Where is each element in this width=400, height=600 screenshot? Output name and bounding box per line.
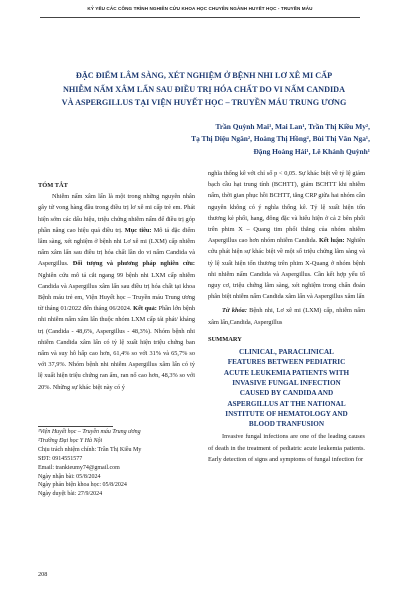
header-rule bbox=[40, 17, 360, 18]
left-column bbox=[38, 180, 195, 393]
english-title bbox=[208, 347, 365, 429]
english-title-line: ASPERGILLUS AT THE NATIONAL bbox=[227, 399, 346, 408]
english-title-line: INSTITUTE OF HEMATOLOGY AND bbox=[225, 409, 348, 418]
results-continued: nghĩa thống kê với chỉ số p < 0,05. Sự khác biệt về tỷ lệ giảm bạch cầu hạt trung tính (BCHTT), giảm BCHTT khi nhiễm nấm, thời gian phục hồi BCHTT, tăng CRP giữa hai nhóm cần nguyên không có ý nghĩa thống kê. Tỷ lệ xuất hiện tổn thương kẻ phổi, hang, đông đặc và hiểu hiện ở cả 2 bên phổi trên phim X – Quang tim phổi thẳng của nhóm nhiễm Aspergillus cao hơn nhóm nhiễm Candida. bbox=[208, 170, 365, 245]
conclusion-label: Kết luận: bbox=[318, 237, 345, 245]
affiliation-1: ¹Viện Huyết học – Truyền máu Trung ương bbox=[38, 429, 141, 435]
author-line: Trần Quỳnh Mai¹, Mai Lan¹, Trần Thị Kiều My², bbox=[215, 122, 370, 131]
results-label: Kết quả: bbox=[133, 305, 157, 313]
footnote-rule bbox=[38, 426, 113, 427]
accepted-date: Ngày duyệt bài: 27/9/2024 bbox=[38, 491, 103, 498]
author-line: Tạ Thị Diệu Ngân², Hoàng Thị Hồng², Bùi Thị Vân Nga¹, bbox=[191, 134, 370, 144]
summary-heading: SUMMARY bbox=[208, 335, 242, 343]
email: Email: trankieumy74@gmail.com bbox=[38, 464, 120, 471]
summary-paragraph: Invasive fungal infections are one of the leading causes of death in the treatment of pediatric acute leukemia patients. Early detection of signs and symptoms of fungal infection for bbox=[208, 433, 365, 463]
keywords-label: Từ khóa: bbox=[222, 307, 247, 315]
received-date: Ngày nhận bài: 05/8/2024 bbox=[38, 473, 101, 480]
keywords-paragraph bbox=[208, 305, 365, 327]
methods-text: Nghiên cứu mô tả cắt ngang 99 bệnh nhi LXM cấp nhiễm Candida và Aspergillus xâm lấn sau điều trị hóa chất tại khoa Bệnh máu trẻ em, Viện Huyết học – Truyền máu Trung ương từ tháng 01/2022 đến tháng 06/2024. bbox=[38, 271, 195, 313]
objective-label: Mục tiêu: bbox=[124, 226, 152, 234]
objective-text: Mô tả đặc điểm lâm sàng, xét nghiệm ở bệnh nhi Lơ xê mi (LXM) cấp nhiễm nấm xâm lấn sau điều trị hóa chất lần do vi nấm Candida và Aspergillus. bbox=[38, 226, 196, 268]
article-title bbox=[54, 69, 354, 110]
english-title-line: ACUTE LEUKEMIA PATIENTS WITH bbox=[223, 368, 350, 377]
english-title-line: FEATURES BETWEEN PEDIATRIC bbox=[227, 358, 346, 367]
english-title-line: CLINICAL, PARACLINICAL bbox=[239, 348, 334, 357]
title-line: NHIỄM NẤM XÂM LẤN SAU ĐIỀU TRỊ HÓA CHẤT DO VI NẤM CANDIDA bbox=[62, 84, 346, 94]
review-date: Ngày phản biện khoa học: 05/8/2024 bbox=[38, 482, 127, 489]
phone: SĐT: 0914551577 bbox=[38, 455, 83, 462]
author-list bbox=[120, 121, 370, 158]
author-line: Đặng Hoàng Hải¹, Lê Khánh Quỳnh¹ bbox=[253, 146, 370, 156]
journal-running-header: KỶ YẾU CÁC CÔNG TRÌNH NGHIÊN CỨU KHOA HỌC CHUYÊN NGÀNH HUYẾT HỌC - TRUYỀN MÁU bbox=[87, 6, 313, 11]
conclusion-text: Nghiên cứu phát hiện sự khác biệt về một số triệu chứng lâm sàng và tỷ lệ xuất hiện tổn thương trên phim X-Quang ở nhóm bệnh nhi nhiễm nấm Candida và Aspergillus. Cần kết hợp yếu tố nguy cơ, triệu chứng lâm sàng, xét nghiệm trong chẩn đoán phân biệt nhiễm nấm Candida xâm lấn và Aspergillus xâm lấn bbox=[208, 237, 365, 301]
abstract-heading-vi: TÓM TẮT bbox=[38, 182, 68, 189]
title-line: VÀ ASPERGILLUS TẠI VIỆN HUYẾT HỌC – TRUYỀN MÁU TRUNG ƯƠNG bbox=[61, 98, 347, 107]
footnotes bbox=[38, 428, 198, 499]
abstract-intro: Nhiễm nấm xâm lấn là một trong những nguyên nhân gây tử vong hàng đầu trong điều trị lơ xê mi cấp trẻ em. Phát hiện sớm các dấu hiệu, triệu chứng nhiễm nấm để điều trị góp phần nâng cao hiệu quả điều trị. bbox=[38, 193, 195, 234]
title-line: ĐẶC ĐIỂM LÂM SÀNG, XÉT NGHIỆM Ở BỆNH NHI LƠ XÊ MI CẤP bbox=[75, 71, 333, 80]
corresponding-author: Chịu trách nhiệm chính: Trần Thị Kiều My bbox=[38, 446, 142, 453]
english-title-line: BLOOD TRANFUSION bbox=[248, 420, 325, 429]
keywords-text: Bệnh nhi, Lơ xê mi (LXM) cấp, nhiễm nấm xâm lấn,Candida, Aspergillus bbox=[208, 307, 365, 326]
abstract-continuation bbox=[208, 168, 365, 302]
affiliation-2: ²Trường Đại học Y Hà Nội bbox=[38, 437, 103, 444]
right-column bbox=[208, 168, 365, 465]
methods-label: Đối tượng và phương pháp nghiên cứu: bbox=[72, 260, 195, 268]
english-title-line: CAUSED BY CANDIDA AND bbox=[239, 389, 334, 398]
page-number: 208 bbox=[38, 571, 48, 578]
english-title-line: INVASIVE FUNGAL INFECTION bbox=[232, 378, 341, 387]
abstract-paragraph-vi bbox=[38, 191, 195, 393]
results-text: Phần lớn bệnh nhi nhiễm nấm xâm lấn thuộc nhóm LXM cấp tái phát/ kháng trị (Candida - 48,6%, Aspergillus - 48,3%). Nhóm bệnh nhi nhiễm Candida xâm lấn có tỷ lệ xuất hiện triệu chứng ban nấm và suy hô hấp cao hơn, 61,4% so với 31% và 65,7% so với 37,9%. Nhóm bệnh nhi nhiễm Aspergillus xâm lấn có tỷ lệ xuất hiện triệu chứng ran ẩm, ran nổ cao hơn, 48,3% so với 20%. Những sự khác biệt này có ý bbox=[38, 305, 195, 391]
